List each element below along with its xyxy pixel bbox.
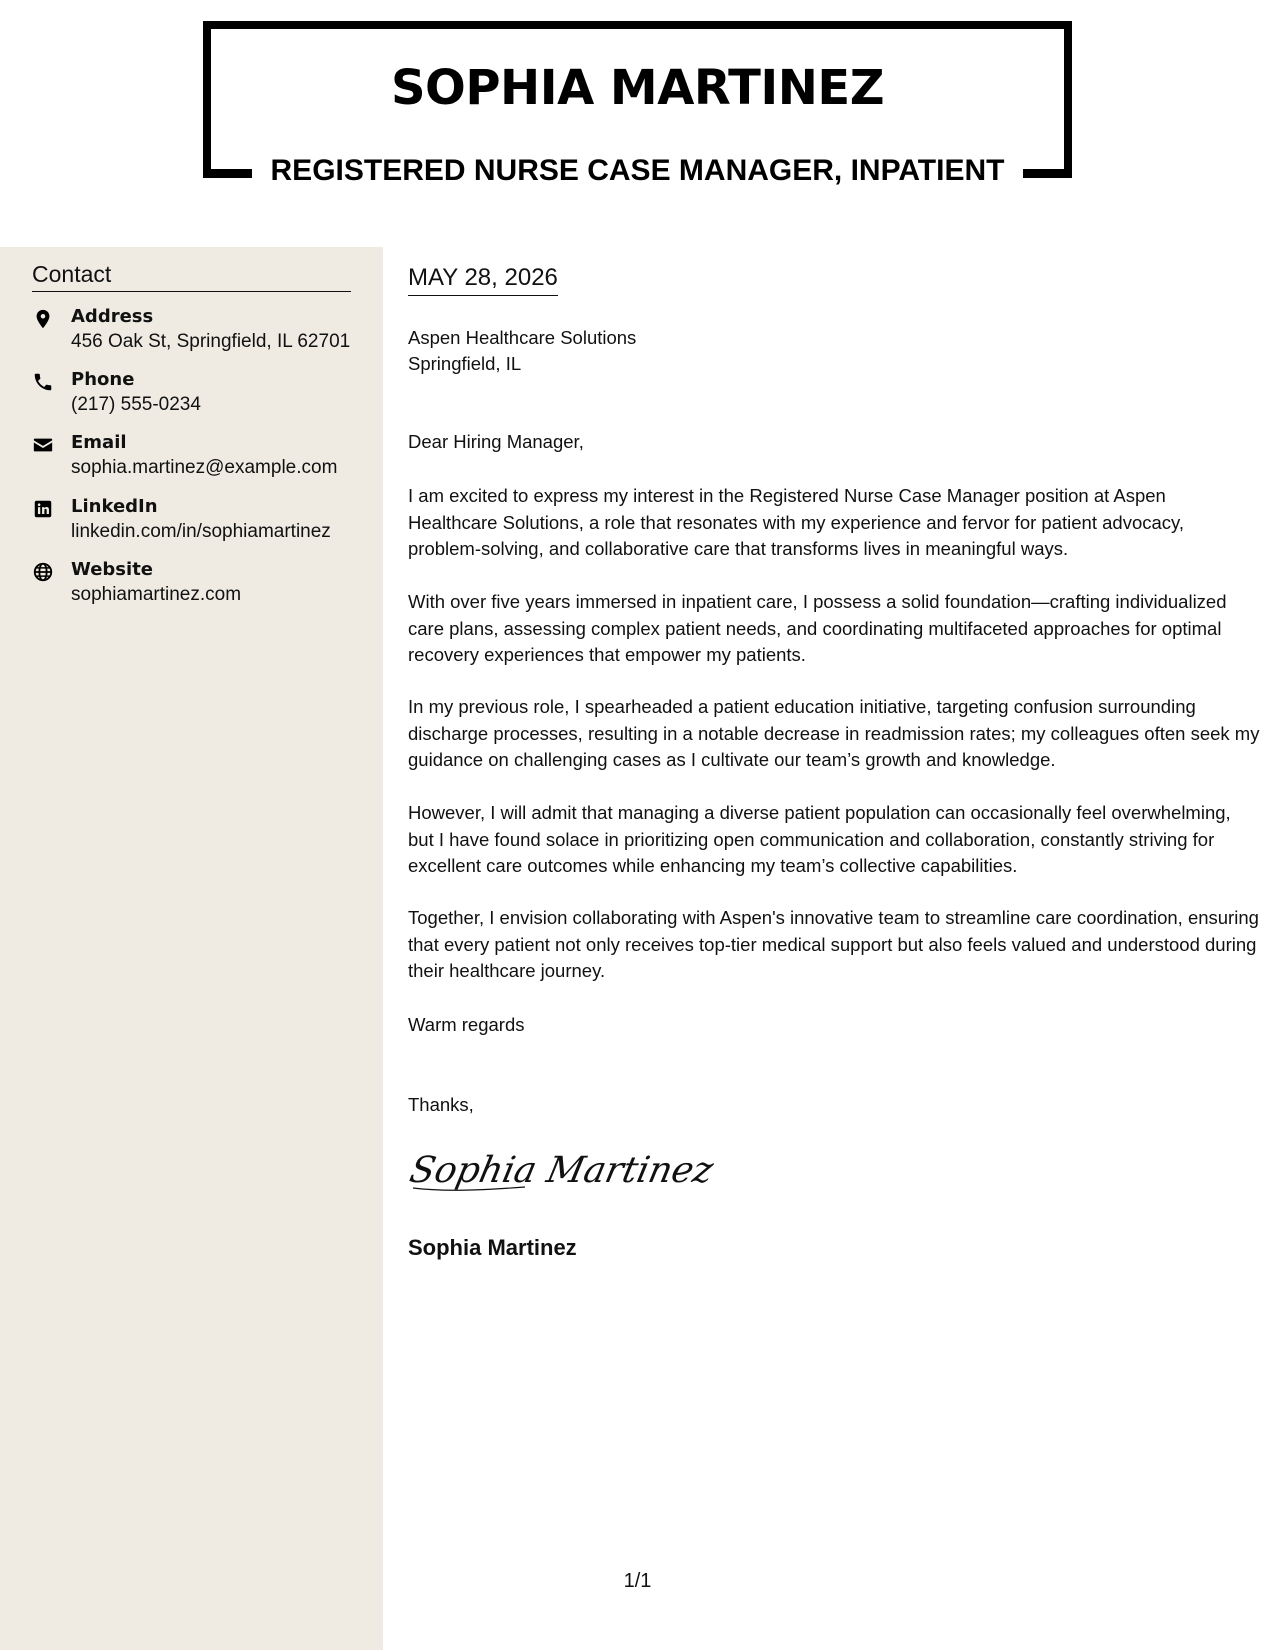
- recipient-location: Springfield, IL: [408, 353, 522, 374]
- handwritten-signature: [405, 1140, 718, 1200]
- body-paragraph: Together, I envision collaborating with Aspen's innovative team to streamline care coordination, ensuring that every patient not only receives top-tier medical support but also feels valued and understood during their healthcare journey.: [408, 907, 1259, 981]
- recipient-block: [408, 325, 636, 377]
- recipient-company: Aspen Healthcare Solutions: [408, 327, 637, 348]
- linkedin-icon: [32, 498, 54, 520]
- contact-label: Website: [71, 559, 154, 580]
- body-paragraph: However, I will admit that managing a diverse patient population can occasionally feel overwhelming, but I have found solace in prioritizing open communication and collaboration, constantly striving for excellent care outcomes while enhancing my team’s collective capabilities.: [408, 802, 1231, 876]
- body-paragraph: In my previous role, I spearheaded a patient education initiative, targeting confusion surrounding discharge processes, resulting in a notable decrease in readmission rates; my colleagues often seek my guidance on challenging cases as I cultivate our team’s growth and knowledge.: [408, 696, 1260, 770]
- globe-icon: [32, 561, 54, 583]
- contact-label: Address: [71, 306, 154, 327]
- map-pin-icon: [32, 308, 54, 330]
- contact-label: Email: [71, 432, 127, 453]
- contact-value: (217) 555-0234: [71, 394, 201, 415]
- contact-heading: Contact: [32, 261, 351, 292]
- contact-label: LinkedIn: [71, 496, 158, 517]
- thanks-line: Thanks,: [408, 1094, 474, 1115]
- body-paragraph: With over five years immersed in inpatient care, I possess a solid foundation—crafting individualized care plans, assessing complex patient needs, and coordinating multifaceted approaches for optimal recovery experiences that empower my patients.: [408, 591, 1227, 665]
- contact-value: linkedin.com/in/sophiamartinez: [71, 521, 331, 542]
- greeting: Dear Hiring Manager,: [408, 431, 584, 452]
- signer-name: Sophia Martinez: [408, 1235, 577, 1260]
- job-title: REGISTERED NURSE CASE MANAGER, INPATIENT: [270, 154, 1005, 187]
- signature-text: Sophia Martinez: [406, 1148, 718, 1191]
- contact-value: sophia.martinez@example.com: [71, 457, 338, 478]
- phone-icon: [32, 371, 54, 393]
- letter-date: MAY 28, 2026: [408, 264, 558, 296]
- page-number: 1/1: [623, 1570, 652, 1592]
- envelope-icon: [32, 434, 54, 456]
- applicant-name: SOPHIA MARTINEZ: [390, 60, 885, 116]
- contact-value: 456 Oak St, Springfield, IL 62701: [71, 331, 351, 352]
- contact-value: sophiamartinez.com: [71, 584, 242, 605]
- body-paragraph: I am excited to express my interest in the Registered Nurse Case Manager position at Aspen Healthcare Solutions, a role that resonates with my experience and fervor for patient advocacy, problem-solving, and collaborative care that transforms lives in meaningful ways.: [408, 485, 1185, 559]
- contact-label: Phone: [71, 369, 135, 390]
- valediction: Warm regards: [408, 1014, 525, 1035]
